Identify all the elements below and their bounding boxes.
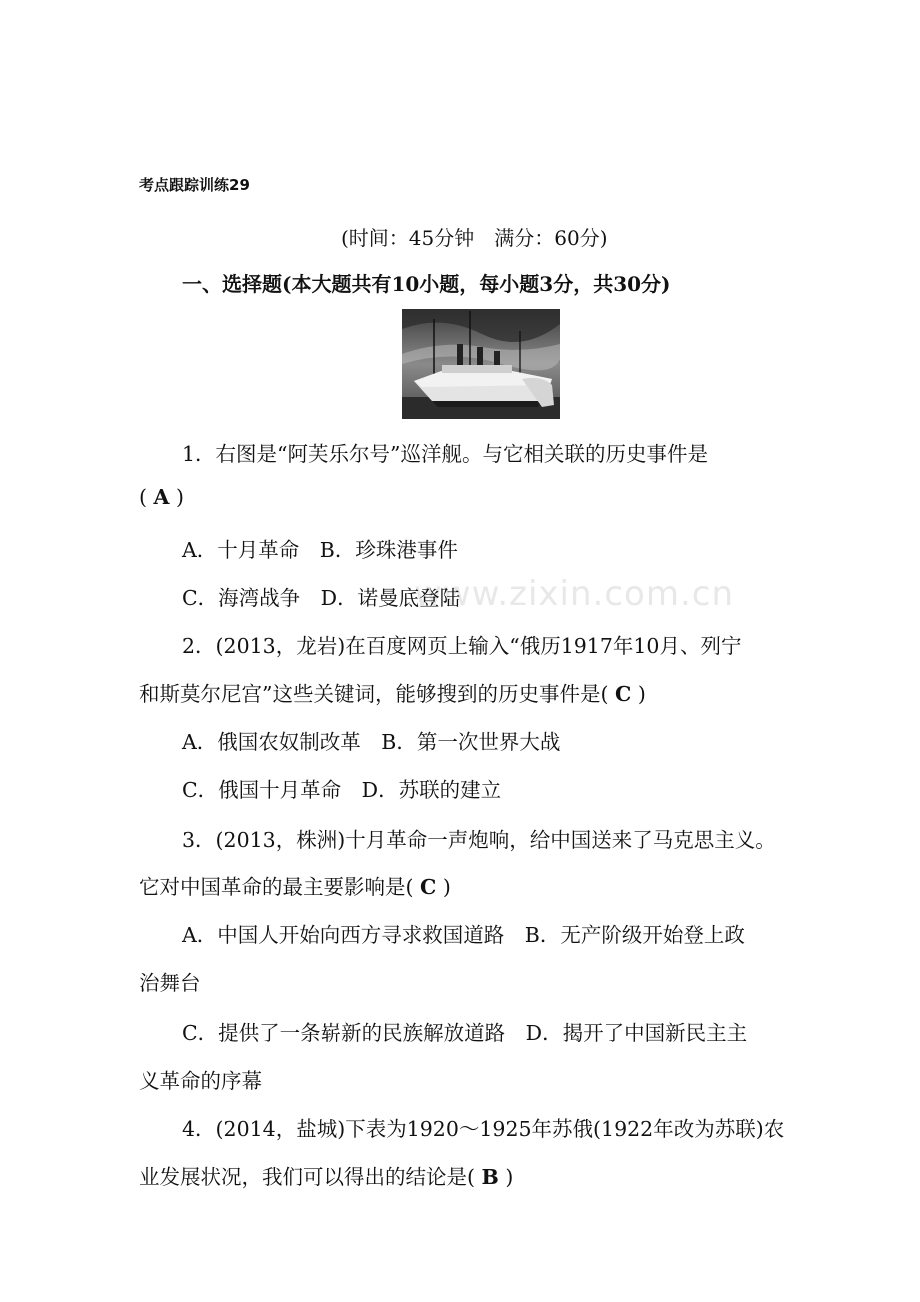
watermark: www.zixin.com.cn [414,574,734,614]
answer-paren-close: ) [175,485,184,509]
question-3-options-ab: A．中国人开始向西方寻求救国道路 B．无产阶级开始登上政 [182,923,745,947]
question-3-stem-end: 它对中国革命的最主要影响是( [139,875,414,899]
question-4-stem-end: 业发展状况，我们可以得出的结论是( [139,1165,475,1189]
question-4-answer: B [481,1165,499,1189]
question-3-options-cd-cont: 义革命的序幕 [139,1069,262,1093]
question-2-line-2 [139,677,646,707]
question-3-options-ab-cont: 治舞台 [139,971,201,995]
question-2-options-cd: C．俄国十月革命 D．苏联的建立 [182,778,502,802]
question-3-options-cd: C．提供了一条崭新的民族解放道路 D．揭开了中国新民主主 [182,1021,748,1045]
answer-paren-close: ) [442,875,451,899]
question-1-options-ab: A．十月革命 B．珍珠港事件 [182,538,458,562]
question-2-line-1: 2．(2013，龙岩)在百度网页上输入“俄历1917年10月、列宁 [182,634,742,658]
aurora-cruiser-photo [402,309,560,419]
question-3-line-2 [139,870,451,900]
question-1-answer: A [153,485,170,509]
time-limit-line: (时间：45分钟 满分：60分) [341,226,608,250]
question-2-answer: C [615,682,632,706]
question-1-options-cd: C．海湾战争 D．诺曼底登陆 [182,586,461,610]
answer-paren-close: ) [637,682,646,706]
section-title: 一、选择题(本大题共有10小题，每小题3分，共30分) [182,272,671,296]
question-4-line-2 [139,1160,513,1190]
question-4-line-1: 4．(2014，盐城)下表为1920～1925年苏俄(1922年改为苏联)农 [182,1117,785,1141]
question-2-options-ab: A．俄国农奴制改革 B．第一次世界大战 [182,730,561,754]
question-3-line-1: 3．(2013，株洲)十月革命一声炮响，给中国送来了马克思主义。 [182,828,776,852]
question-1-line-1: 1．右图是“阿芙乐尔号”巡洋舰。与它相关联的历史事件是 [182,442,709,466]
question-3-answer: C [420,875,437,899]
question-1-answer-line [139,485,184,509]
exercise-heading: 考点跟踪训练29 [139,176,250,194]
question-2-stem-end: 和斯莫尔尼宫”这些关键词，能够搜到的历史事件是( [139,682,609,706]
answer-paren-open: ( [139,485,147,509]
answer-paren-close: ) [505,1165,514,1189]
